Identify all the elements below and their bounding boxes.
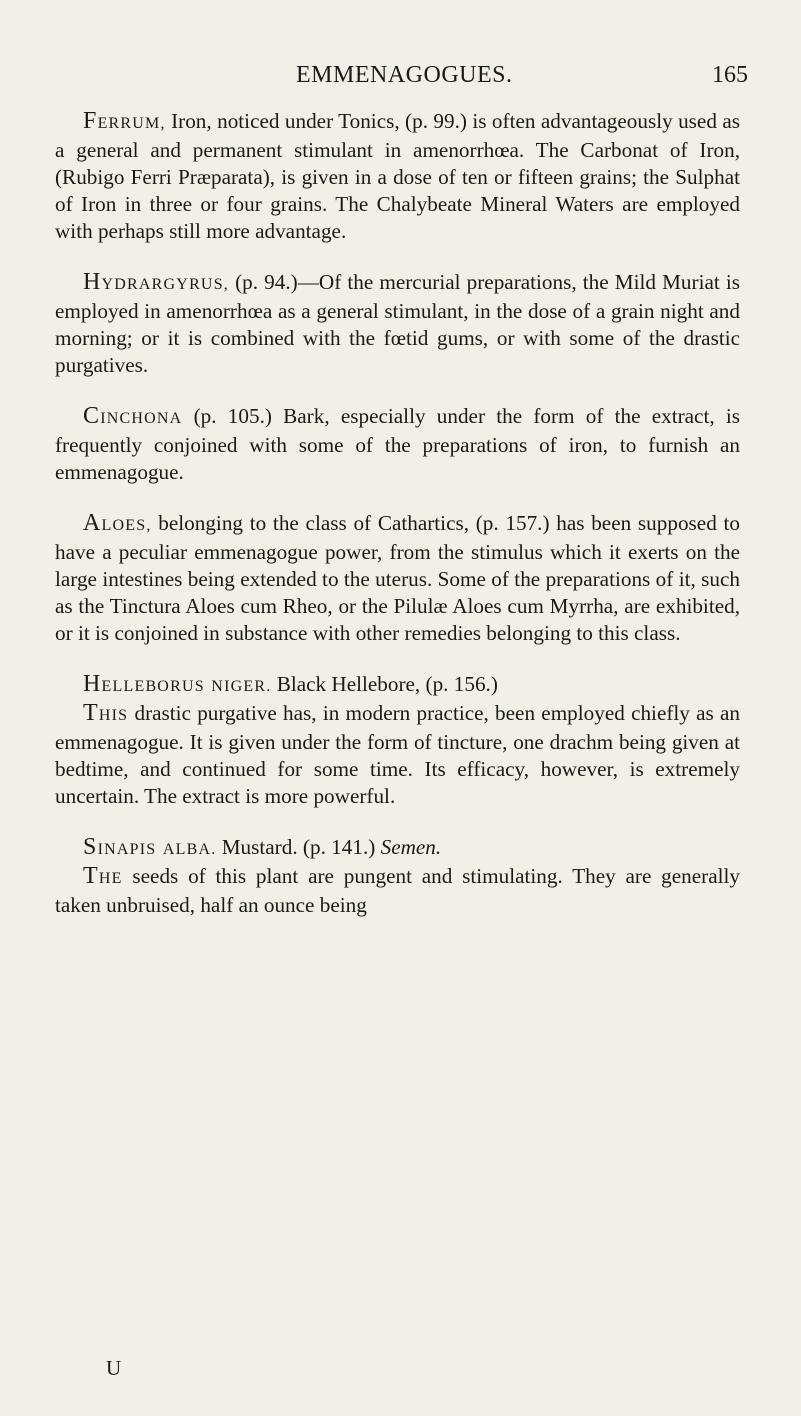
paragraph-text: Black Hellebore, (p. 156.) [271, 672, 498, 696]
entry-heading: FERRUM, [83, 108, 166, 134]
paragraph-this [55, 700, 740, 810]
entry-heading: SINAPIS ALBA. [83, 834, 217, 860]
paragraph-sinapis [55, 834, 740, 863]
entry-heading: HELLEBORUS NIGER. [83, 671, 272, 697]
paragraph-ferrum [55, 108, 740, 245]
paragraph-text: seeds of this plant are pungent and stimulating. They are generally taken unbruised, half an ounce being [55, 864, 740, 917]
paragraph-cinchona [55, 403, 740, 486]
paragraph-hydrargyrus [55, 269, 740, 379]
paragraph-text: (p. 94.)—Of the mercurial preparations, the Mild Muriat is employed in amenorrhœa as a general stimulant, in the dose of a grain night and morning; or it is combined with the fœtid gums, or with some of the drastic purgatives. [55, 270, 740, 377]
paragraph-text: (p. 105.) Bark, especially under the form of the extract, is frequently conjoined with some of the preparations of iron, to furnish an emmenagogue. [55, 404, 740, 484]
running-title: EMMENAGOGUES. [296, 62, 513, 88]
paragraph-text: belonging to the class of Cathartics, (p. 157.) has been supposed to have a peculiar emmenagogue power, from the stimulus which it exerts on the large intestines being extended to the uterus. Some of the preparations of it, such as the Tinctura Aloes cum Rheo, or the Pilulæ Aloes cum Myrrha, are exhibited, or it is conjoined in substance with other remedies belonging to this class. [55, 511, 740, 645]
latin-term: Semen. [380, 835, 442, 859]
signature-mark: U [106, 1356, 122, 1380]
paragraph-helleborus [55, 671, 740, 700]
entry-heading: THIS [83, 700, 129, 726]
entry-heading: HYDRARGYRUS, [83, 269, 229, 295]
entry-heading: CINCHONA [83, 403, 183, 429]
paragraph-text: Iron, noticed under Tonics, (p. 99.) is often advantageously used as a general and permanent stimulant in amenorrhœa. The Carbonat of Iron, (Rubigo Ferri Præparata), is given in a dose of ten or fifteen grains; the Sulphat of Iron in three or four grains. The Chalybeate Mineral Waters are employed with perhaps still more advantage. [55, 109, 740, 243]
entry-heading: ALOES, [83, 510, 152, 536]
paragraph-the [55, 863, 740, 919]
page-header [0, 62, 801, 94]
body-text [55, 108, 740, 919]
page-number: 165 [712, 62, 748, 88]
entry-heading: THE [83, 863, 123, 889]
paragraph-text: drastic purgative has, in modern practice, been employed chiefly as an emmenagogue. It is given under the form of tincture, one drachm being given at bedtime, and continued for some time. Its efficacy, however, is extremely uncertain. The extract is more powerful. [55, 701, 740, 808]
paragraph-aloes [55, 510, 740, 647]
paragraph-text: Mustard. (p. 141.) [216, 835, 381, 859]
